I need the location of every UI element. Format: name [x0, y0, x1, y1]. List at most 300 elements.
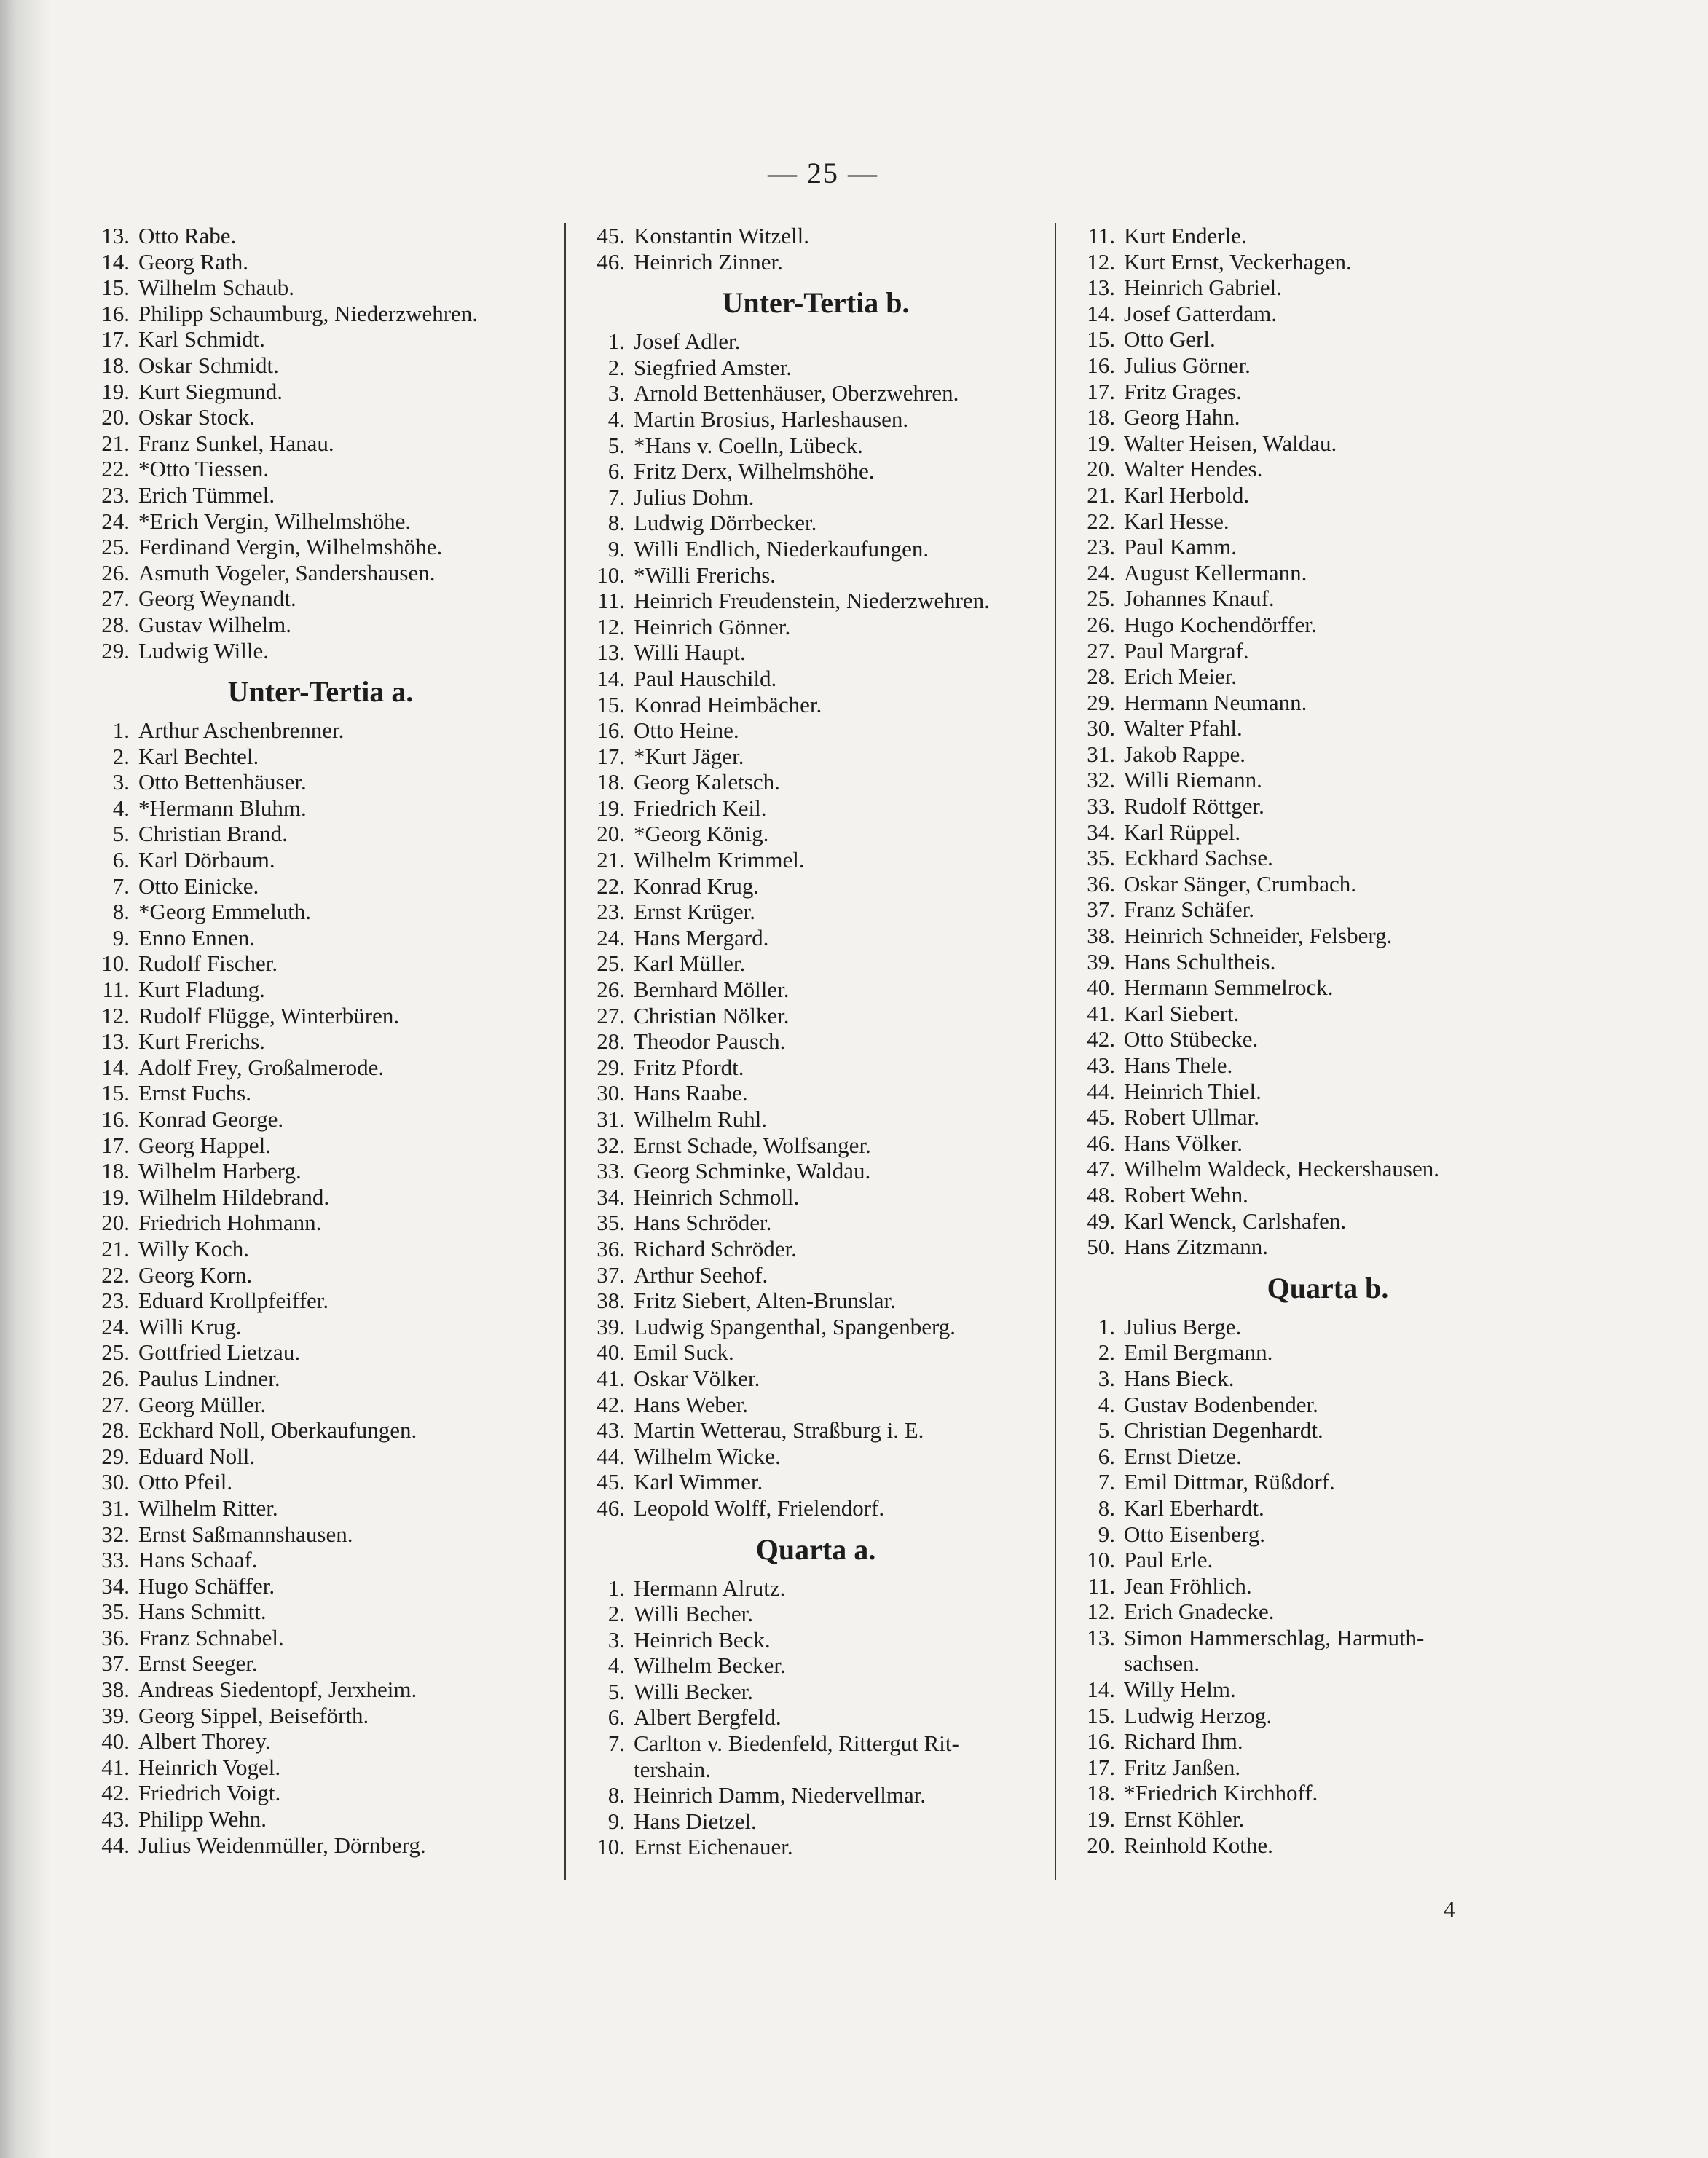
list-item: [575, 355, 1056, 381]
list-item: [80, 950, 561, 977]
list-item-name: Ernst Fuchs.: [138, 1080, 251, 1106]
list-item-name: Emil Bergmann.: [1124, 1339, 1273, 1366]
list-item: [1066, 1703, 1590, 1729]
list-item-number: 13.: [1087, 1624, 1115, 1650]
list-item-name: Enno Ennen.: [138, 924, 256, 950]
list-item-number: 42.: [1087, 1026, 1115, 1052]
list-item-number: 33.: [101, 1547, 130, 1573]
list-item-name: Julius Görner.: [1124, 352, 1251, 378]
list-item-name: Kurt Enderle.: [1124, 223, 1247, 248]
list-item-number: 42.: [101, 1780, 130, 1806]
list-item-number: 36.: [101, 1624, 130, 1650]
page-number: — 25 —: [768, 157, 878, 189]
list-item-number: 3.: [1098, 1365, 1115, 1391]
column-divider: [564, 223, 566, 1880]
list-item-name: Siegfried Amster.: [634, 354, 792, 380]
list-item: [1066, 1366, 1590, 1392]
list-item-number: 24.: [1087, 559, 1115, 586]
list-item-name: Hans Schröder.: [634, 1210, 772, 1236]
column-3: [1066, 223, 1590, 1858]
list-item-number: 26.: [1087, 611, 1115, 637]
section-title: Unter-Tertia b.: [722, 286, 910, 320]
list-item-number: 45.: [597, 223, 625, 248]
list-item: [80, 1832, 561, 1859]
list-item: [575, 977, 1056, 1003]
list-item: [80, 1755, 561, 1781]
list-item-number: 39.: [597, 1313, 625, 1339]
list-item: [80, 1444, 561, 1470]
list-item-number: 30.: [597, 1080, 625, 1106]
list-item-name: *Friedrich Kirchhoff.: [1124, 1780, 1318, 1806]
list-item: [80, 1339, 561, 1366]
list-item-name: Martin Brosius, Harleshausen.: [634, 406, 909, 432]
list-item: [80, 977, 561, 1003]
list-item-number: 27.: [101, 586, 130, 612]
list-item: [80, 1184, 561, 1210]
list-item-name: Otto Eisenberg.: [1124, 1521, 1266, 1547]
class-list: [575, 223, 1056, 275]
list-item: [575, 380, 1056, 406]
list-item: [1066, 1182, 1590, 1208]
list-item: [1066, 741, 1590, 768]
list-item-number: 13.: [597, 639, 625, 666]
list-item: [80, 430, 561, 457]
list-item: [1066, 1780, 1590, 1806]
list-item-number: 1.: [607, 1575, 625, 1601]
list-item-name: Josef Adler.: [634, 328, 741, 355]
list-item: [1066, 1104, 1590, 1130]
column-divider: [1055, 223, 1056, 1880]
list-item: [575, 847, 1056, 873]
list-item: [1066, 1521, 1590, 1548]
list-item-name: Wilhelm Hildebrand.: [138, 1184, 330, 1210]
list-item: [1066, 1469, 1590, 1495]
list-item-name: Wilhelm Harberg.: [138, 1158, 302, 1184]
list-item-number: 3.: [112, 769, 130, 795]
list-item: [1066, 974, 1590, 1001]
list-item-number: 44.: [101, 1832, 130, 1858]
list-item: [575, 536, 1056, 562]
list-item: [575, 769, 1056, 795]
list-item-number: 23.: [1087, 534, 1115, 560]
list-item-name: Hans Weber.: [634, 1391, 749, 1417]
list-item-name: Otto Gerl.: [1124, 326, 1216, 353]
list-item: [575, 510, 1056, 536]
list-item-name: Adolf Frey, Großalmerode.: [138, 1054, 385, 1080]
list-item-name: Paul Erle.: [1124, 1547, 1213, 1573]
list-item: [1066, 897, 1590, 923]
list-item-name: Wilhelm Wicke.: [634, 1443, 781, 1469]
list-item-number: 17.: [1087, 1754, 1115, 1780]
list-item: [1066, 819, 1590, 846]
list-item: [1066, 1573, 1590, 1599]
class-list: [575, 1532, 1056, 1861]
list-item-name: Arthur Seehof.: [634, 1261, 768, 1288]
list-item: [575, 1080, 1056, 1106]
list-item: [80, 456, 561, 482]
list-item-number: 44.: [597, 1443, 625, 1469]
list-item-number: 38.: [597, 1288, 625, 1314]
list-item-name: Carlton v. Biedenfeld, Rittergut Rit-: [634, 1730, 959, 1757]
list-item-name: Emil Suck.: [634, 1339, 734, 1366]
list-item: [80, 873, 561, 899]
list-item-name: Simon Hammerschlag, Harmuth-: [1124, 1624, 1425, 1650]
list-item-name: *Erich Vergin, Wilhelmshöhe.: [138, 508, 412, 534]
list-item-name: Paul Hauschild.: [634, 665, 777, 691]
list-item: [575, 1704, 1056, 1730]
list-item-number: 39.: [101, 1702, 130, 1728]
list-item-number: 37.: [101, 1650, 130, 1677]
list-item-name: Kurt Frerichs.: [138, 1028, 265, 1055]
list-item-number: 36.: [1087, 870, 1115, 897]
list-item-name: Willi Krug.: [138, 1313, 242, 1339]
list-item-name: Walter Hendes.: [1124, 456, 1263, 482]
list-item-number: 34.: [101, 1572, 130, 1599]
list-item: [575, 1575, 1056, 1602]
list-item: [575, 795, 1056, 822]
list-item-name: Christian Nölker.: [634, 1002, 790, 1028]
list-item-number: 21.: [1087, 481, 1115, 508]
list-item-name: Ludwig Spangenthal, Spangenberg.: [634, 1313, 956, 1339]
list-item-name: Karl Hesse.: [1124, 508, 1229, 534]
list-item-name: Jakob Rappe.: [1124, 741, 1246, 767]
list-item-number: 18.: [1087, 1780, 1115, 1806]
list-item: [80, 1262, 561, 1288]
list-item-name: Heinrich Damm, Niedervellmar.: [634, 1782, 926, 1808]
list-item-name: Otto Stübecke.: [1124, 1026, 1259, 1052]
list-item: [575, 1262, 1056, 1288]
list-item-name: Philipp Wehn.: [138, 1806, 267, 1832]
list-item-name: Philipp Schaumburg, Niederzwehren.: [138, 300, 479, 326]
list-item-number: 15.: [1087, 1702, 1115, 1728]
section-title: Quarta a.: [755, 1532, 876, 1566]
list-item-number: 20.: [101, 404, 130, 430]
list-item-number: 14.: [1087, 1677, 1115, 1703]
list-item: [80, 1314, 561, 1340]
list-item-number: 16.: [101, 300, 130, 326]
list-item-number: 4.: [607, 406, 625, 432]
list-item-name: Georg Korn.: [138, 1261, 253, 1288]
list-item: [80, 1573, 561, 1599]
list-item-name: Walter Pfahl.: [1124, 715, 1243, 741]
list-item: [1066, 1755, 1590, 1781]
list-item-name: Julius Dohm.: [634, 484, 755, 510]
list-item: [80, 1625, 561, 1651]
list-item-number: 22.: [101, 456, 130, 482]
list-item-name: Konrad Krug.: [634, 873, 760, 899]
list-item: [575, 484, 1056, 511]
list-item: [1066, 404, 1590, 430]
list-item-number: 16.: [597, 717, 625, 744]
list-item-name: Georg Rath.: [138, 248, 248, 275]
list-item-number: 13.: [101, 223, 130, 248]
list-item-number: 20.: [1087, 1832, 1115, 1858]
list-item: [1066, 1599, 1590, 1625]
list-item: [575, 1184, 1056, 1210]
list-item: [80, 301, 561, 327]
list-item: [575, 1133, 1056, 1159]
list-item-name: Konrad Heimbächer.: [634, 691, 822, 717]
list-item-name: Paul Kamm.: [1124, 534, 1237, 560]
list-item: [575, 1679, 1056, 1705]
list-item-number: 35.: [101, 1599, 130, 1625]
list-item: [575, 1601, 1056, 1627]
list-item-number: 47.: [1087, 1156, 1115, 1182]
list-item-name: Ludwig Herzog.: [1124, 1702, 1272, 1728]
list-item: [80, 612, 561, 638]
list-item-number: 1.: [607, 328, 625, 355]
list-item-name: Oskar Völker.: [634, 1365, 760, 1391]
list-item-name: Richard Ihm.: [1124, 1728, 1243, 1755]
list-item-number: 38.: [1087, 923, 1115, 949]
list-item: [575, 562, 1056, 588]
list-item-number: 25.: [101, 1339, 130, 1366]
list-item-number: 49.: [1087, 1208, 1115, 1234]
list-item-name: Hans Bieck.: [1124, 1365, 1235, 1391]
list-item-number: 8.: [607, 1782, 625, 1808]
list-item-name: Georg Kaletsch.: [634, 769, 780, 795]
list-item: [1066, 1001, 1590, 1027]
list-item-name: Konrad George.: [138, 1106, 284, 1132]
column-2: [575, 223, 1056, 1860]
list-item: [575, 1003, 1056, 1029]
list-item-number: 27.: [101, 1391, 130, 1417]
list-item-name: Erich Tümmel.: [138, 481, 275, 508]
list-item: [1066, 1625, 1590, 1651]
list-item-name: Eckhard Sachse.: [1124, 845, 1273, 871]
list-item: [575, 1288, 1056, 1314]
list-item: [80, 1806, 561, 1832]
list-item-number: 23.: [101, 1288, 130, 1314]
list-item-number: 46.: [1087, 1130, 1115, 1156]
list-item-number: 18.: [1087, 404, 1115, 430]
list-item-name: Georg Sippel, Beiseförth.: [138, 1702, 369, 1728]
list-item-name: Rudolf Röttger.: [1124, 793, 1264, 819]
list-item: [575, 406, 1056, 433]
list-item-name: Franz Schäfer.: [1124, 897, 1255, 923]
list-item: [575, 1392, 1056, 1418]
list-item: [1066, 638, 1590, 664]
list-item-name: Kurt Ernst, Veckerhagen.: [1124, 248, 1352, 275]
list-item: [1066, 1314, 1590, 1340]
list-item: [1066, 923, 1590, 949]
list-item-number: 9.: [607, 535, 625, 562]
list-item-number: 18.: [101, 352, 130, 378]
list-item: [575, 328, 1056, 355]
list-item: [80, 379, 561, 405]
list-item-number: 11.: [102, 977, 130, 1003]
list-item-name: Hans Dietzel.: [634, 1808, 757, 1834]
list-item-number: 16.: [1087, 1728, 1115, 1755]
section-title: Quarta b.: [1267, 1271, 1389, 1304]
list-item: [80, 1599, 561, 1625]
list-item-number: 8.: [1098, 1495, 1115, 1521]
list-item-number: 3.: [607, 1626, 625, 1653]
list-item-number: 29.: [101, 637, 130, 663]
list-item-number: 7.: [1098, 1469, 1115, 1495]
list-item-number: 6.: [112, 847, 130, 873]
list-item-name: Karl Schmidt.: [138, 326, 265, 353]
list-item-name: Andreas Siedentopf, Jerxheim.: [138, 1677, 417, 1703]
list-item-number: 7.: [607, 1730, 625, 1757]
list-item-number: 15.: [101, 275, 130, 301]
list-item-name: Jean Fröhlich.: [1124, 1572, 1252, 1599]
list-item-name: Georg Müller.: [138, 1391, 267, 1417]
list-item-number: 28.: [101, 1417, 130, 1444]
list-item-number: 32.: [101, 1521, 130, 1547]
list-item-name: Eckhard Noll, Oberkaufungen.: [138, 1417, 417, 1444]
section-title: Unter-Tertia a.: [227, 675, 414, 709]
list-item-name: Oskar Stock.: [138, 404, 256, 430]
list-item: [80, 769, 561, 795]
list-item-name: Georg Happel.: [138, 1132, 271, 1158]
list-item-name: Hugo Schäffer.: [138, 1572, 275, 1599]
list-item-name: Leopold Wolff, Frielendorf.: [634, 1495, 885, 1521]
list-item: [80, 353, 561, 379]
list-item-name: Christian Brand.: [138, 821, 288, 847]
list-item-name: Fritz Janßen.: [1124, 1754, 1241, 1780]
list-item-number: 20.: [1087, 456, 1115, 482]
list-item: [80, 1055, 561, 1081]
list-item-number: 19.: [101, 378, 130, 404]
list-item: [1066, 586, 1590, 612]
list-item: [80, 1521, 561, 1548]
column-1: [80, 223, 561, 1858]
list-item-number: 5.: [1098, 1417, 1115, 1444]
list-item-name: Asmuth Vogeler, Sandershausen.: [138, 559, 436, 586]
list-item: [575, 692, 1056, 718]
list-item-name: Heinrich Schmoll.: [634, 1184, 800, 1210]
list-item: [575, 1469, 1056, 1495]
list-item: [575, 1028, 1056, 1055]
list-item: [80, 638, 561, 664]
list-item-name: Johannes Knauf.: [1124, 586, 1275, 612]
class-list: [80, 674, 561, 1858]
list-item-number: 16.: [101, 1106, 130, 1132]
list-item-number: 7.: [112, 873, 130, 899]
list-item: [575, 1627, 1056, 1653]
list-item-number: 8.: [607, 510, 625, 536]
list-item: [80, 223, 561, 249]
list-item-name: *Hans v. Coelln, Lübeck.: [634, 432, 863, 458]
list-item-name: Otto Einicke.: [138, 873, 259, 899]
list-item: [80, 744, 561, 770]
list-item-name: Julius Berge.: [1124, 1313, 1242, 1339]
list-item-name: Fritz Pfordt.: [634, 1054, 744, 1080]
list-item: [80, 1210, 561, 1236]
list-item-number: 43.: [101, 1806, 130, 1832]
list-item: [575, 1106, 1056, 1133]
list-item: [80, 560, 561, 586]
list-item-number: 28.: [101, 611, 130, 637]
list-item: [80, 404, 561, 430]
list-item-number: 11.: [1087, 223, 1115, 248]
list-item: [80, 1106, 561, 1133]
class-list: [1066, 1270, 1590, 1858]
list-item-name: Wilhelm Krimmel.: [634, 847, 805, 873]
list-item: [80, 1028, 561, 1055]
list-item-number: 29.: [101, 1443, 130, 1469]
list-item-number: 40.: [101, 1728, 130, 1755]
list-item-number: 40.: [597, 1339, 625, 1366]
list-item-number: 6.: [607, 458, 625, 484]
list-item: [80, 925, 561, 951]
list-item-name: *Georg Emmeluth.: [138, 899, 312, 925]
list-item-number: 31.: [101, 1495, 130, 1521]
list-item: [80, 275, 561, 301]
list-item-number: 40.: [1087, 974, 1115, 1001]
list-item-number: 27.: [1087, 637, 1115, 663]
list-item-number: 37.: [597, 1261, 625, 1288]
list-item-name: Willy Koch.: [138, 1235, 250, 1261]
list-item-name: Karl Herbold.: [1124, 481, 1250, 508]
list-item-number: 25.: [1087, 586, 1115, 612]
list-item: [80, 1158, 561, 1184]
list-item-number: 1.: [1098, 1313, 1115, 1339]
list-item-name: Karl Dörbaum.: [138, 847, 275, 873]
list-item-number: 38.: [101, 1677, 130, 1703]
list-item-number: 41.: [101, 1754, 130, 1780]
list-item-number: 30.: [1087, 715, 1115, 741]
list-item: [1066, 767, 1590, 793]
list-item-number: 9.: [607, 1808, 625, 1834]
list-item: [1066, 1677, 1590, 1703]
list-item-name: *Georg König.: [634, 821, 769, 847]
list-item-name: Karl Wenck, Carlshafen.: [1124, 1208, 1347, 1234]
list-item-number: 24.: [101, 1313, 130, 1339]
list-item-number: 14.: [101, 1054, 130, 1080]
list-item: [80, 1547, 561, 1573]
list-item: [575, 1653, 1056, 1679]
list-item-name: Heinrich Gabriel.: [1124, 275, 1282, 301]
list-item-number: 14.: [1087, 300, 1115, 326]
list-item-name: Hans Schaaf.: [138, 1547, 258, 1573]
list-item-number: 34.: [1087, 819, 1115, 845]
list-item-number: 2.: [607, 1601, 625, 1627]
list-item-number: 16.: [1087, 352, 1115, 378]
list-item-number: 23.: [597, 899, 625, 925]
list-item-name: Hans Raabe.: [634, 1080, 748, 1106]
list-item-number: 12.: [597, 613, 625, 639]
list-item: [1066, 1079, 1590, 1105]
list-item-name: Willi Haupt.: [634, 639, 746, 666]
list-item: [1066, 353, 1590, 379]
list-item-number: 21.: [101, 1235, 130, 1261]
list-item-number: 33.: [1087, 793, 1115, 819]
list-item-name: Hans Mergard.: [634, 924, 769, 950]
list-item-name: Richard Schröder.: [634, 1235, 797, 1261]
list-item-name: Georg Hahn.: [1124, 404, 1240, 430]
list-item-number: 28.: [1087, 663, 1115, 690]
list-item-number: 42.: [597, 1391, 625, 1417]
list-item-name: Reinhold Kothe.: [1124, 1832, 1273, 1858]
list-item-name: Eduard Krollpfeiffer.: [138, 1288, 329, 1314]
list-item-name: Willy Helm.: [1124, 1677, 1236, 1703]
list-item-number: 11.: [1087, 1572, 1115, 1599]
list-item: [575, 1417, 1056, 1444]
list-item-name: *Willi Frerichs.: [634, 562, 776, 588]
list-item: [1066, 1130, 1590, 1157]
list-item: [575, 1158, 1056, 1184]
list-item-name: Josef Gatterdam.: [1124, 300, 1278, 326]
list-item-number: 4.: [1098, 1391, 1115, 1417]
list-item-number: 35.: [597, 1210, 625, 1236]
list-item-name: Willi Becker.: [634, 1678, 754, 1704]
list-item-name: Oskar Sänger, Crumbach.: [1124, 870, 1357, 897]
list-item-number: 32.: [1087, 767, 1115, 793]
list-item-name: Karl Müller.: [634, 950, 746, 977]
list-item: [1066, 949, 1590, 975]
